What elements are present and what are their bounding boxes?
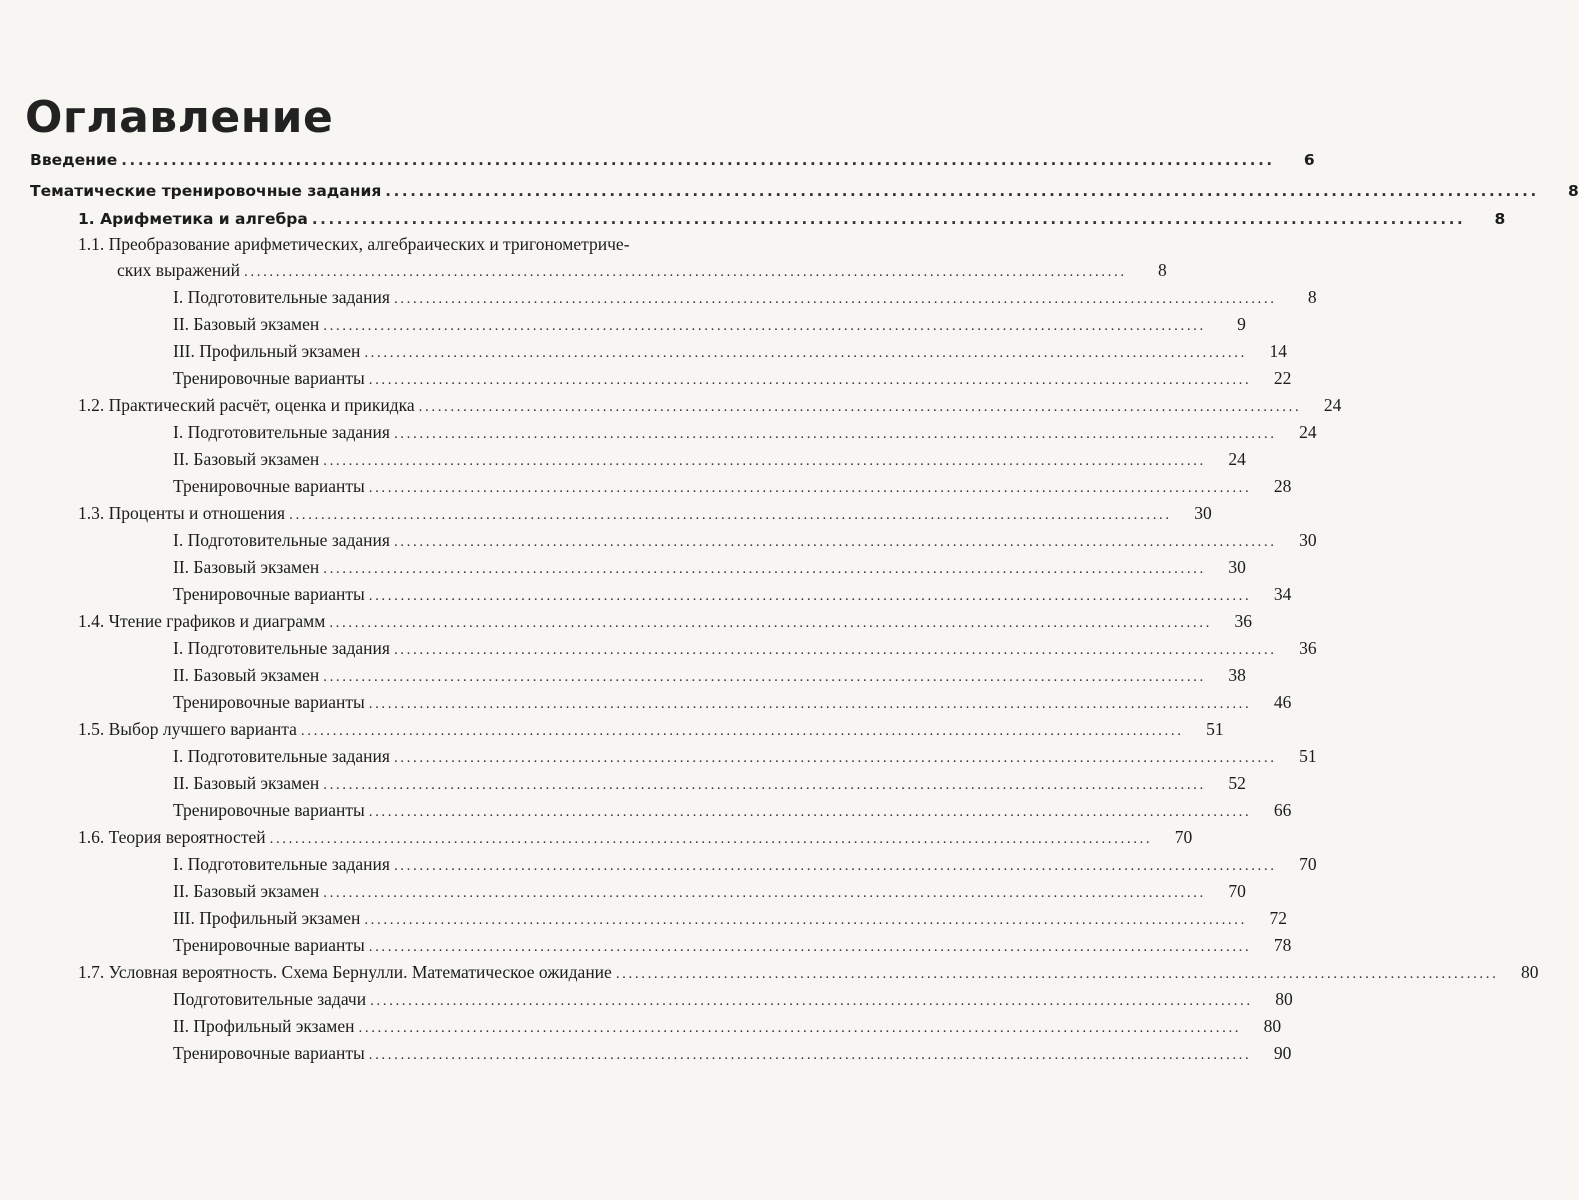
toc-page-number: 46 — [1273, 692, 1292, 712]
toc-entry[interactable] — [173, 1040, 1292, 1066]
toc-entry[interactable] — [78, 716, 1224, 742]
toc-entry-label: Тренировочные варианты — [173, 935, 365, 955]
toc-page-number: 52 — [1228, 773, 1246, 793]
toc-entry[interactable] — [30, 178, 1579, 204]
toc-entry[interactable] — [173, 986, 1293, 1012]
toc-page-number: 22 — [1273, 368, 1292, 388]
toc-page-number: 8 — [1307, 287, 1317, 307]
toc-entry-label: II. Базовый экзамен — [173, 557, 320, 577]
toc-leader-dots: ........................................................................................................................................... — [323, 777, 1206, 793]
toc-leader-dots: ........................................................................................................................................... — [311, 210, 1466, 228]
toc-entry[interactable] — [173, 446, 1246, 472]
toc-entry-label: III. Профильный экзамен — [173, 908, 361, 928]
toc-page-number: 14 — [1269, 341, 1287, 361]
toc-entry[interactable] — [30, 147, 1315, 173]
toc-leader-dots: ........................................................................................................................................... — [269, 831, 1153, 847]
toc-leader-dots: ........................................................................................................................................... — [393, 291, 1277, 307]
toc-page-number: 8 — [1494, 210, 1506, 228]
toc-entry[interactable] — [173, 284, 1317, 310]
toc-page-number: 66 — [1273, 800, 1292, 820]
toc-leader-dots: ........................................................................................................................................... — [393, 642, 1277, 658]
toc-entry-label: Тренировочные варианты — [173, 476, 365, 496]
toc-page-number: 51 — [1206, 719, 1224, 739]
toc-entry-label: II. Профильный экзамен — [173, 1016, 355, 1036]
toc-entry-label: 1. Арифметика и алгебра — [78, 210, 308, 228]
toc-leader-dots: ........................................................................................................................................... — [393, 858, 1277, 874]
toc-leader-dots: ........................................................................................................................................... — [244, 264, 1127, 280]
toc-leader-dots: ........................................................................................................................................... — [393, 426, 1277, 442]
toc-page-number: 90 — [1273, 1043, 1292, 1063]
toc-page-number: 72 — [1269, 908, 1287, 928]
toc-page-number: 78 — [1273, 935, 1292, 955]
toc-leader-dots: ........................................................................................................................................... — [323, 669, 1206, 685]
toc-entry[interactable] — [117, 257, 1167, 283]
toc-entry-label: 1.4. Чтение графиков и диаграмм — [78, 611, 326, 631]
toc-entry[interactable] — [78, 608, 1252, 634]
toc-leader-dots: ........................................................................................................................................... — [418, 399, 1302, 415]
toc-entry-label: I. Подготовительные задания — [173, 530, 390, 550]
toc-entry-label: Тренировочные варианты — [173, 692, 365, 712]
toc-leader-dots: ........................................................................................................................................... — [121, 151, 1275, 169]
toc-leader-dots: ........................................................................................................................................... — [368, 804, 1252, 820]
toc-entry[interactable] — [78, 500, 1212, 526]
toc-leader-dots: ........................................................................................................................................... — [393, 750, 1277, 766]
toc-entry[interactable] — [173, 311, 1246, 337]
toc-entry-label: Тренировочные варианты — [173, 584, 365, 604]
toc-page-number: 80 — [1275, 989, 1293, 1009]
toc-leader-dots: ........................................................................................................................................... — [364, 345, 1247, 361]
toc-leader-dots: ........................................................................................................................................... — [385, 182, 1539, 200]
toc-entry[interactable] — [173, 662, 1246, 688]
toc-entry-label: 1.2. Практический расчёт, оценка и прикидка — [78, 395, 415, 415]
toc-page-number: 24 — [1323, 395, 1342, 415]
toc-entry-label: Тренировочные варианты — [173, 1043, 365, 1063]
toc-page-number: 80 — [1263, 1016, 1282, 1036]
toc-entry-label: ских выражений — [117, 260, 241, 280]
toc-page-number: 51 — [1299, 746, 1317, 766]
toc-entry-label: Тренировочные варианты — [173, 800, 365, 820]
toc-page-number: 24 — [1228, 449, 1246, 469]
toc-entry-label: 1.3. Проценты и отношения — [78, 503, 286, 523]
toc-page-number: 30 — [1228, 557, 1246, 577]
toc-page-number: 70 — [1174, 827, 1193, 847]
toc-leader-dots: ........................................................................................................................................... — [368, 372, 1252, 388]
toc-leader-dots: ........................................................................................................................................... — [368, 696, 1252, 712]
toc-entry[interactable] — [173, 419, 1317, 445]
toc-page-number: 70 — [1299, 854, 1317, 874]
toc-entry[interactable] — [173, 473, 1292, 499]
toc-entry[interactable] — [173, 1013, 1282, 1039]
toc-page-number: 30 — [1299, 530, 1317, 550]
toc-entry-label: III. Профильный экзамен — [173, 341, 361, 361]
toc-entry-label-line1: 1.1. Преобразование арифметических, алгебраических и тригонометриче- — [78, 234, 630, 254]
toc-entry[interactable] — [78, 824, 1193, 850]
toc-entry[interactable] — [173, 338, 1287, 364]
toc-entry-label: Тематические тренировочные задания — [30, 182, 382, 200]
toc-page-number: 9 — [1237, 314, 1246, 334]
toc-entry[interactable] — [173, 878, 1246, 904]
toc-entry-label: II. Базовый экзамен — [173, 773, 320, 793]
toc-leader-dots: ........................................................................................................................................... — [323, 885, 1206, 901]
toc-entry[interactable] — [173, 365, 1292, 391]
toc-page-number: 6 — [1303, 151, 1315, 169]
toc-leader-dots: ........................................................................................................................................... — [358, 1020, 1242, 1036]
toc-page-number: 34 — [1273, 584, 1292, 604]
toc-leader-dots: ........................................................................................................................................... — [615, 966, 1499, 982]
toc-leader-dots: ........................................................................................................................................... — [364, 912, 1247, 928]
toc-page-number: 36 — [1299, 638, 1317, 658]
toc-leader-dots: ........................................................................................................................................... — [368, 588, 1252, 604]
toc-entry-label: 1.7. Условная вероятность. Схема Бернулли. Математическое ожидание — [78, 962, 612, 982]
toc-page-number: 30 — [1194, 503, 1212, 523]
toc-entry-label: I. Подготовительные задания — [173, 746, 390, 766]
toc-page-number: 36 — [1234, 611, 1252, 631]
toc-entry[interactable] — [173, 932, 1292, 958]
toc-entry-label: II. Базовый экзамен — [173, 449, 320, 469]
toc-entry[interactable] — [173, 905, 1287, 931]
toc-entry-label: 1.5. Выбор лучшего варианта — [78, 719, 297, 739]
toc-entry[interactable] — [78, 392, 1342, 418]
toc-entry[interactable] — [173, 770, 1246, 796]
toc-leader-dots: ........................................................................................................................................... — [300, 723, 1184, 739]
toc-leader-dots: ........................................................................................................................................... — [370, 993, 1253, 1009]
toc-leader-dots: ........................................................................................................................................... — [368, 480, 1252, 496]
toc-leader-dots: ........................................................................................................................................... — [323, 561, 1206, 577]
toc-entry-label: Тренировочные варианты — [173, 368, 365, 388]
toc-page-number: 8 — [1157, 260, 1167, 280]
toc-leader-dots: ........................................................................................................................................... — [393, 534, 1277, 550]
toc-leader-dots: ........................................................................................................................................... — [368, 1047, 1252, 1063]
toc-entry-label: Введение — [30, 151, 118, 169]
toc-entry[interactable] — [173, 527, 1317, 553]
toc-leader-dots: ........................................................................................................................................... — [329, 615, 1212, 631]
toc-entry[interactable] — [78, 206, 1506, 232]
toc-page-number: 38 — [1228, 665, 1246, 685]
toc-entry[interactable] — [173, 689, 1292, 715]
toc-entry-label: 1.6. Теория вероятностей — [78, 827, 266, 847]
toc-entry[interactable] — [173, 851, 1317, 877]
toc-page-number: 28 — [1273, 476, 1292, 496]
toc-leader-dots: ........................................................................................................................................... — [289, 507, 1172, 523]
toc-entry[interactable] — [173, 554, 1246, 580]
toc-entry-label: I. Подготовительные задания — [173, 854, 390, 874]
toc-entry-label: II. Базовый экзамен — [173, 665, 320, 685]
toc-leader-dots: ........................................................................................................................................... — [323, 453, 1206, 469]
toc-leader-dots: ........................................................................................................................................... — [323, 318, 1206, 334]
toc-page-number: 70 — [1228, 881, 1246, 901]
toc-entry-label: I. Подготовительные задания — [173, 287, 390, 307]
toc-page-number: 8 — [1567, 182, 1579, 200]
toc-page-number: 24 — [1299, 422, 1317, 442]
toc-entry[interactable] — [173, 635, 1317, 661]
toc-entry[interactable] — [173, 743, 1317, 769]
toc-entry-label: II. Базовый экзамен — [173, 881, 320, 901]
toc-entry[interactable] — [78, 959, 1539, 985]
toc-leader-dots: ........................................................................................................................................... — [368, 939, 1252, 955]
toc-entry-label: II. Базовый экзамен — [173, 314, 320, 334]
toc-entry-label: I. Подготовительные задания — [173, 638, 390, 658]
toc-entry-label: Подготовительные задачи — [173, 989, 367, 1009]
toc-page-number: 80 — [1520, 962, 1539, 982]
page-title: Оглавление — [25, 92, 334, 143]
toc-entry[interactable] — [173, 797, 1292, 823]
toc-entry[interactable] — [173, 581, 1292, 607]
toc-entry-label: I. Подготовительные задания — [173, 422, 390, 442]
